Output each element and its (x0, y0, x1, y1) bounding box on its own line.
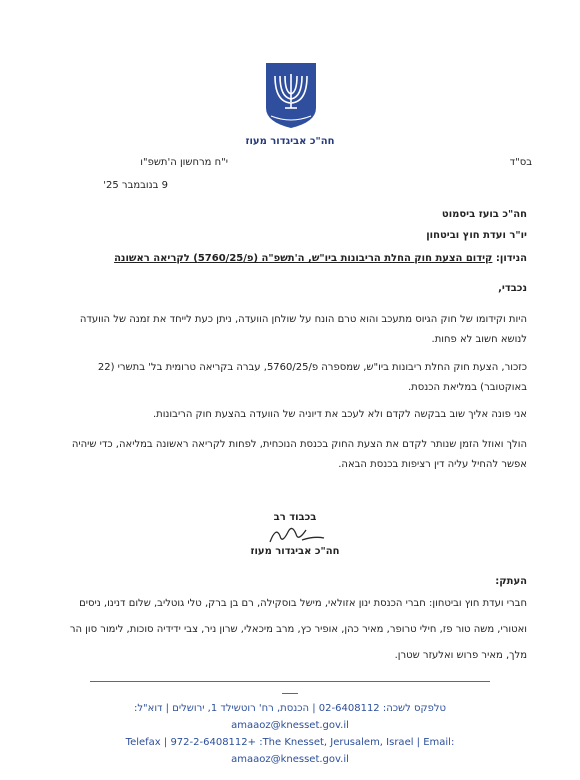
body-paragraph-2: כזכור, הצעת חוק החלת ריבונות ביו"ש, שמספרה פ/5760/25, עברה בקריאה טרומית בל' בתשרי (22 באוקטובר) במליאת הכנסת. (97, 362, 527, 393)
letterhead-mk-name: חה"כ אביגדור מעוז (245, 136, 335, 147)
signature-name: חה"כ אביגדור מעוז (250, 546, 340, 557)
footer-tick (282, 693, 298, 694)
hebrew-date: י"ח מרחשון ה'תשפ"ו (140, 157, 228, 168)
footer-email-1[interactable]: amaaoz@knesset.gov.il (231, 720, 349, 731)
subject-label: הנידון: (495, 253, 527, 264)
recipient-name: חה"כ בועז ביסמוט (441, 209, 527, 220)
footer-english-contact: Telefax | 972-2-6408112+ :The Knesset, Jerusalem, Israel | Email: (125, 737, 455, 748)
greeting: נכבדי, (498, 283, 527, 294)
recipient-title: יו"ר ועדת חוץ וביטחון (426, 230, 527, 241)
subject-line (57, 249, 527, 269)
gregorian-date: 9 בנובמבר 25' (103, 180, 168, 191)
signature-closing: בכבוד רב (273, 512, 317, 523)
cc-label: העתק: (495, 576, 527, 587)
knesset-emblem-icon (263, 60, 319, 130)
footer-email-2[interactable]: amaaoz@knesset.gov.il (231, 754, 349, 765)
bsd-heading: בס"ד (509, 157, 532, 168)
subject-text: קידום הצעת חוק החלת הריבונות ביו"ש, ה'תשפ"ה (פ/5760/25) לקריאה ראשונה (114, 253, 493, 264)
body-paragraph-3: אני פונה אליך שוב בבקשה לקדם ולא לעכב את דיוניה של הוועדה בהצעת חוק הריבונות. (152, 409, 527, 420)
body-paragraph-4: הולך ואוזל הזמן שנותר לקדם את הצעת החוק בכנסת הנוכחית, לפחות לקריאה ראשונה במליאה, כדי שיהיה אפשר להחיל עליה דין רציפות בכנסת הבאה. (71, 439, 527, 470)
footer-hebrew-contact: טלפקס לשכה: 02-6408112 | הכנסת, רח' רוטשילד 1, ירושלים | דוא"ל: (133, 703, 446, 714)
footer-divider (90, 681, 490, 682)
cc-text: חברי ועדת חוץ וביטחון: חברי הכנסת ינון אזולאי, מישל בוסקילה, רם בן ברק, טלי גוטליב, שלום דנינו, ניסים ואטורי, משה טור פז, חילי טרופר, מאיר כהן, אופיר כץ, מרב מיכאלי, שרון ניר, צבי ידידיה סוכות, לימור סון הר מלך, מאיר פרוש ואלעזר שטרן. (69, 598, 527, 661)
body-paragraph-1: היות וקידומו של חוק הגיוס מתעכב והוא טרם הונח על שולחן הוועדה, ניתן כעת לייחד את זמנה של הוועדה לנושא חשוב לא פחות. (79, 314, 527, 345)
handwritten-signature (262, 522, 332, 548)
